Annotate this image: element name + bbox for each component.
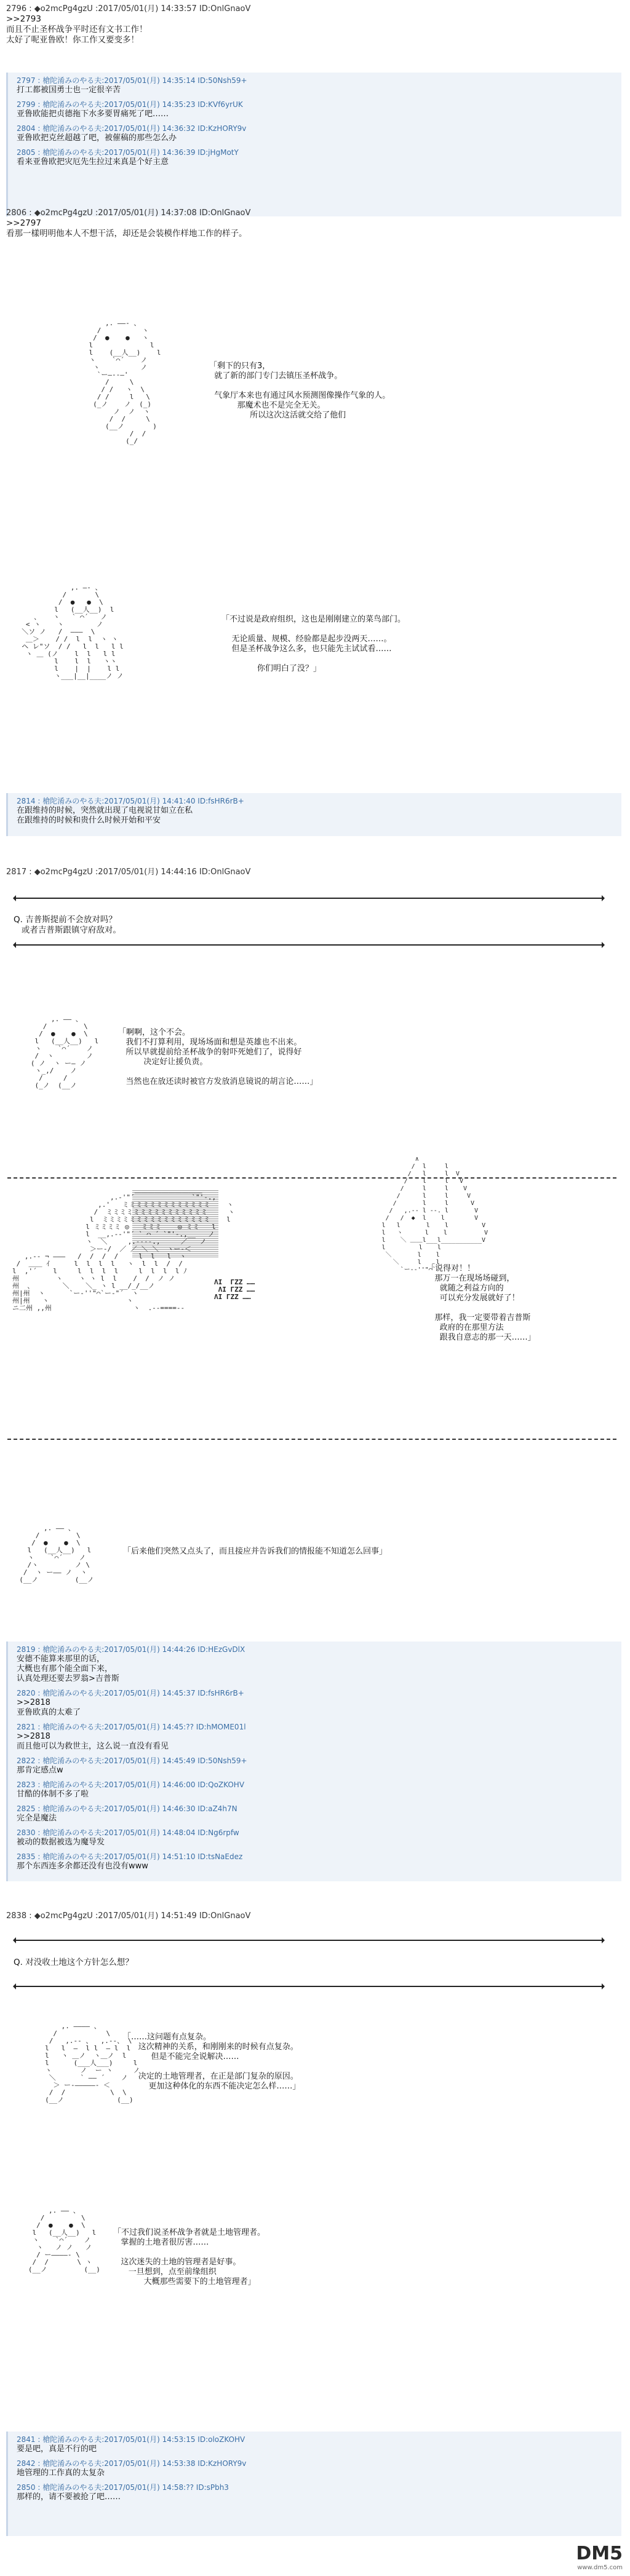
reply-header: 2821 : 槍陀淆みのやる夫:2017/05/01(月) 14:45:?? ID:hMOME01l xyxy=(17,1723,246,1731)
reply xyxy=(17,797,616,826)
divider-line xyxy=(14,1986,604,1987)
reply-text: 打工都被国勇士也一定很辛苦 xyxy=(17,85,121,95)
ascii-art-character: ,. ―― 、 / \ / ● ● \ l (__人__) l ヽ `⌒´ ノ / ヽ ノ ( ノ ヽ ー― ノ ヽ_,/ ノ / / (_ノ (__ノ xyxy=(30,1015,99,1089)
speech-bubble: 「说得对！！ 那万一在现场场碰到， 就随之利益方向的 可以充分发展就好了！ 那样，我一定要带着吉普斯 政府的在那里方法 跟我自意志的那一天……」 xyxy=(427,1264,536,1342)
reply xyxy=(17,2435,616,2454)
replies-block xyxy=(6,793,621,836)
reply-text: 甘酷的体制不多了啦 xyxy=(17,1790,89,1799)
ascii-art-scene: ∧ / l l / l l V / l l V / l l V / l l V / l l V / ,.-‐ l ‐-. l V / / ◆ l l V l l l l V l ヽ l l V l ＼ ＿＿l___l___________V l l l ＼ l l ＼ l l `ー‐‐''"⌒` xyxy=(381,1156,488,1273)
post-body: >>2793 而且不止圣杯战争平时还有文书工作！ 太好了呢亚鲁欧！你工作又要变多！ xyxy=(6,14,148,45)
ascii-art-character: ,. ―― 、 / \ / ● ● \ l (__人__) l ヽ `⌒´ ノ ヽ ノ ノ ノ / ー――――‐ \ / / \ ヽ (__ノ (__) xyxy=(28,2207,100,2274)
reply-header: 2805 : 槍陀淆みのやる夫:2017/05/01(月) 14:36:39 ID:jHgMotY xyxy=(17,148,239,157)
reply-text: 地管理的工作真的太复杂 xyxy=(17,2468,105,2478)
reply-header: 2825 : 槍陀淆みのやる夫:2017/05/01(月) 14:46:30 ID:aZ4h7N xyxy=(17,1804,237,1813)
reply xyxy=(17,1756,616,1776)
replies-block xyxy=(6,73,621,216)
reply xyxy=(17,1828,616,1847)
reply-header: 2804 : 槍陀淆みのやる夫:2017/05/01(月) 14:36:32 ID:KzHORY9v xyxy=(17,124,247,133)
post-2817 xyxy=(6,867,615,877)
reply xyxy=(17,100,616,119)
reply xyxy=(17,2483,616,2502)
reply xyxy=(17,1804,616,1823)
reply-text: 那肯定感点w xyxy=(17,1766,63,1775)
reply xyxy=(17,148,616,167)
speech-bubble: 「不过我们说圣杯战争者就是土地管理者。 掌握的土地者很厉害…… 这次迷失的土地的管理者是好事。 一旦想到，点至前缘组织 大概那些需要下的土地管理者」 xyxy=(113,2228,266,2286)
panel-divider xyxy=(7,1439,616,1440)
reply-text: 亚鲁欧能把贞德拖下水多要胃痛死了吧…… xyxy=(17,109,169,119)
reply-header: 2850 : 槍陀淆みのやる夫:2017/05/01(月) 14:58:?? ID:sPbh3 xyxy=(17,2483,229,2492)
reply-text: >>2818 亚鲁欧真的太难了 xyxy=(17,1698,81,1717)
ascii-art-character: ,. ―- 、 / \ / ● ● \ l (__人__) l 、 ヽ ` ⌒´ ノ < ヽ ヽ ノ ＼ソ ノ / ――― \ ＿＞ / / l l ヽ ヽ ヘ レ"ソ / / l l l l ヽ ＿ (ノ l l l l l l l ヽヽ l | | l l ヽ___|__|____ノ ノ xyxy=(22,583,124,680)
reply-text: 完全是魔法 xyxy=(17,1814,57,1823)
reply xyxy=(17,1645,616,1684)
reply-header: 2842 : 槍陀淆みのやる夫:2017/05/01(月) 14:53:38 ID:KzHORY9v xyxy=(17,2459,247,2468)
post-body: >>2797 看那一樣明明他本人不想干活，却还是会装模作样地工作的样子。 xyxy=(6,218,247,239)
speech-bubble: 「……这问题有点复杂。 这次精神的关系，和刚刚来的时候有点复杂。 但是不能完全说解决…… 决定的土地管理者，在正是部门复杂的原因。 更加这种体化的东西不能决定怎么样……」 xyxy=(123,2033,301,2091)
reply-header: 2820 : 槍陀淆みのやる夫:2017/05/01(月) 14:45:37 ID:fsHR6rB+ xyxy=(17,1689,244,1697)
reply xyxy=(17,1852,616,1871)
reply-text: 看来亚鲁欧把灾厄先生拉过来真是个好主意 xyxy=(17,157,169,167)
question-text: Q. 吉普斯提前不会放对吗？ 或者吉普斯跟镇守府敌对。 xyxy=(14,915,121,935)
watermark-logo: DM5 xyxy=(576,2543,623,2564)
post-2838 xyxy=(6,1911,615,1921)
divider-line xyxy=(14,944,604,946)
ascii-art-character: ,. ―― 、 / \ / ● ● \ l (__人__) l ヽ `⌒´ ノ /ヽ ノ \ / ヽ ー―― ノ ヽ (__ノ (__ノ xyxy=(19,1524,94,1584)
divider-line xyxy=(14,1940,604,1941)
reply xyxy=(17,1689,616,1718)
reply-header: 2797 : 槍陀淆みのやる夫:2017/05/01(月) 14:35:14 ID:50Nsh59+ xyxy=(17,76,247,85)
reply-header: 2814 : 槍陀淆みのやる夫:2017/05/01(月) 14:41:40 ID:fsHR6rB+ xyxy=(17,797,244,805)
post-header: 2806 : ◆o2mcPg4gzU :2017/05/01(月) 14:37:08 ID:OnlGnaoV xyxy=(6,208,251,218)
question-text: Q. 对没收土地这个方针怎么想？ xyxy=(14,1958,134,1967)
reply xyxy=(17,76,616,95)
reply-header: 2835 : 槍陀淆みのやる夫:2017/05/01(月) 14:51:10 ID:tsNaEdez xyxy=(17,1852,243,1861)
reply-header: 2822 : 槍陀淆みのやる夫:2017/05/01(月) 14:45:49 ID:50Nsh59+ xyxy=(17,1756,247,1765)
speech-bubble: 「不过说是政府组织，这也是刚刚建立的菜鸟部门。 无论质量、规模、经验都是起步没两天……。 但是圣杯战争这么多，也只能先主试试看…… 你们明白了没？」 xyxy=(221,615,406,673)
post-header: 2796 : ◆o2mcPg4gzU :2017/05/01(月) 14:33:57 ID:OnlGnaoV xyxy=(6,4,251,14)
ascii-art-character: ,. ―――― 、 / \ / ,.-‐ 、 ,.-‐、 \ l l ― l l ― l l l ヽ ＿ノ ヽ＿ノ l l (___人___) l ヽ ノ ー ヽ ノ ＼ ` ―― ´ ノ ＞ ー‐―――――‐ ＜ / / \ \ (__ノ (__) xyxy=(45,2022,140,2104)
reply-header: 2819 : 槍陀淆みのやる夫:2017/05/01(月) 14:44:26 ID:HEzGvDlX xyxy=(17,1645,245,1654)
replies-block xyxy=(6,1642,621,1881)
replies-block xyxy=(6,2432,621,2536)
post-header: 2817 : ◆o2mcPg4gzU :2017/05/01(月) 14:44:16 ID:OnlGnaoV xyxy=(6,867,251,877)
reply-text: 亚鲁欧把克丝超越了吧，被催稿的那些怎么办 xyxy=(17,133,177,143)
reply-text: 那个东西连多余都还没有也没有www xyxy=(17,1862,148,1871)
divider-line xyxy=(14,898,604,899)
reply-header: 2799 : 槍陀淆みのやる夫:2017/05/01(月) 14:35:23 ID:KVf6yrUK xyxy=(17,100,243,109)
ascii-art-scene: ＿＿＿＿＿＿＿＿＿＿ ,.-'"´ `"'-., ,.' ミミミミミミミミミミミミミ ヽ / ミミミミミミミミミミミミミミミ ヽ l ミミミミミミミミミミミミミミミミ l l ミミミミ ◎ ミミミ ◎ ミミ l l __,.-‐'"´ ` ⌒ ´ `"'-.,__ ノ ヽ ＼ ,.-‐‐-., ／ ノ ＞ー‐/ ／ ／ ＼ ＼ ヽー‐＜ ,.-‐ ¬ ――― / / / / l l l ヽ / ＿＿ ｲ l l l l ヽ l l / / l ,'´ l l l l l l l l l ﾉ 州 ヽ ヽ ヽ l l / / ノ ノ 州 、 ＼ ＼_ ヽ l __/_/__ノ 州|州 ヽ `ー‐''"⌒`ー‐"´ ヽ 州|州 ヽ ヽ ニ二州 ,,州 ヽ .-‐====‐- xyxy=(12,1186,235,1312)
reply-text: 要是吧，真是不行的吧 xyxy=(17,2444,97,2454)
speech-bubble: 「啊啊，这个不会。 我们不打算利用，现场场面和想是英雄也不出来。 所以早就提前给圣杯战争的射吓死她们了，说得好 决定好让援负责。 当然也在放还读时被官方发放消息镜说的胡言论……」 xyxy=(118,1028,318,1086)
speech-bubble: 「后来他们突然又点头了，而且接应并告诉我们的情报能不知道怎么回事」 xyxy=(123,1547,388,1556)
watermark-url: www.dm5.com xyxy=(577,2564,623,2571)
reply xyxy=(17,1723,616,1752)
reply-text: >>2818 而且他可以为救世主，这么说一直没有看见 xyxy=(17,1732,169,1751)
ascii-art-character: ,. ――- 、 / ヽ / ● ● ヽ l l l (__人__) l ヽ `⌒´ ノ ヽ ノ `ー―--―' / \ / / ヽ \ / / l \ (_ノ ノ (_) ノ ノ ヽ / / \ (__ノ ) / / (_/ xyxy=(89,319,161,445)
reply-header: 2830 : 槍陀淆みのやる夫:2017/05/01(月) 14:48:04 ID:Ng6rpfw xyxy=(17,1828,239,1837)
sign-text: ΛΙ ΓΖΖ …… ΛΙ ΓΖΖ …… ΛΙ ΓΖΖ …… xyxy=(214,1278,255,1301)
site-watermark xyxy=(576,2543,623,2571)
post-2806 xyxy=(6,208,615,239)
reply-text: 被动的数据被选为魔导发 xyxy=(17,1838,105,1847)
reply-header: 2823 : 槍陀淆みのやる夫:2017/05/01(月) 14:46:00 ID:QoZKOHV xyxy=(17,1780,245,1789)
speech-bubble: 「剩下的只有3， 就了新的部门专门去镇压圣杯战争。 气象厅本来也有通过风水预测图像操作气象的人。 那魔术也不是完全无关。 所以这次这活就交给了他们 xyxy=(209,362,391,420)
reply-text: 安德不能算来那里的话， 大概也有那个能全面下来， 认真处理还要去罗翁>吉普斯 xyxy=(17,1654,119,1683)
reply-text: 在跟维持的时候，突然就出现了电视说甘如立在私 在跟维持的时候和贵什么时候开始和平安 xyxy=(17,806,193,825)
reply xyxy=(17,124,616,143)
post-2796 xyxy=(6,4,615,45)
reply xyxy=(17,1780,616,1800)
reply xyxy=(17,2459,616,2478)
reply-text: 那样的，请不要被抢了吧…… xyxy=(17,2492,121,2502)
reply-header: 2841 : 槍陀淆みのやる夫:2017/05/01(月) 14:53:15 ID:oloZKOHV xyxy=(17,2435,245,2444)
post-header: 2838 : ◆o2mcPg4gzU :2017/05/01(月) 14:51:49 ID:OnlGnaoV xyxy=(6,1911,251,1921)
